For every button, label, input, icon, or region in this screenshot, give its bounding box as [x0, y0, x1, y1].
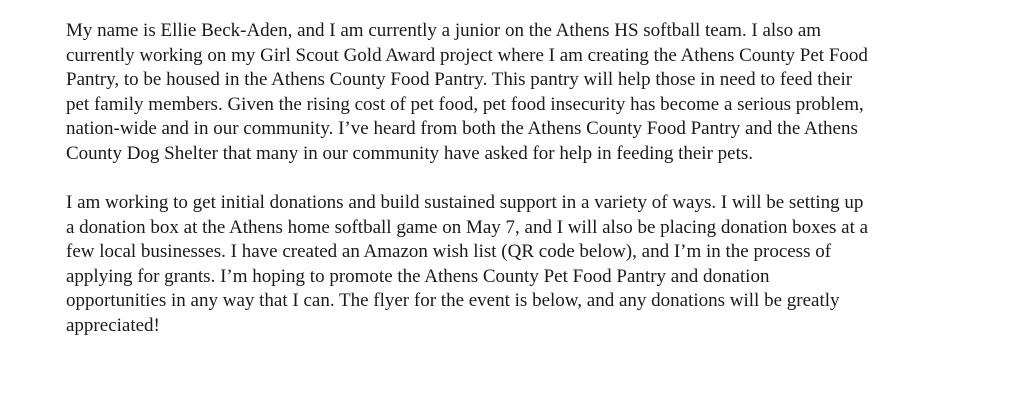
- text-line: a donation box at the Athens home softball game on May 7, and I will also be placing donation boxes at a: [66, 216, 869, 238]
- text-line: applying for grants. I’m hoping to promote the Athens County Pet Food Pantry and donation: [66, 265, 770, 287]
- paragraph-donations: [66, 191, 1010, 338]
- text-line: currently working on my Girl Scout Gold Award project where I am creating the Athens County Pet Food: [66, 44, 868, 66]
- text-line: pet family members. Given the rising cost of pet food, pet food insecurity has become a serious problem,: [66, 93, 864, 115]
- text-line: County Dog Shelter that many in our community have asked for help in feeding their pets.: [66, 142, 754, 164]
- text-line: Pantry, to be housed in the Athens County Food Pantry. This pantry will help those in need to feed their: [66, 69, 853, 90]
- text-line: few local businesses. I have created an Amazon wish list (QR code below), and I’m in the process of: [66, 241, 832, 262]
- text-line: nation-wide and in our community. I’ve heard from both the Athens County Food Pantry and the Athens: [66, 118, 858, 139]
- document-body: [66, 19, 1010, 338]
- text-line: appreciated!: [66, 314, 160, 336]
- text-line: I am working to get initial donations and build sustained support in a variety of ways. I will be setting up: [66, 192, 864, 213]
- text-line: My name is Ellie Beck-Aden, and I am currently a junior on the Athens HS softball team. I also am: [66, 20, 822, 41]
- text-line: opportunities in any way that I can. The flyer for the event is below, and any donations will be greatly: [66, 290, 840, 311]
- paragraph-introduction: [66, 19, 1010, 166]
